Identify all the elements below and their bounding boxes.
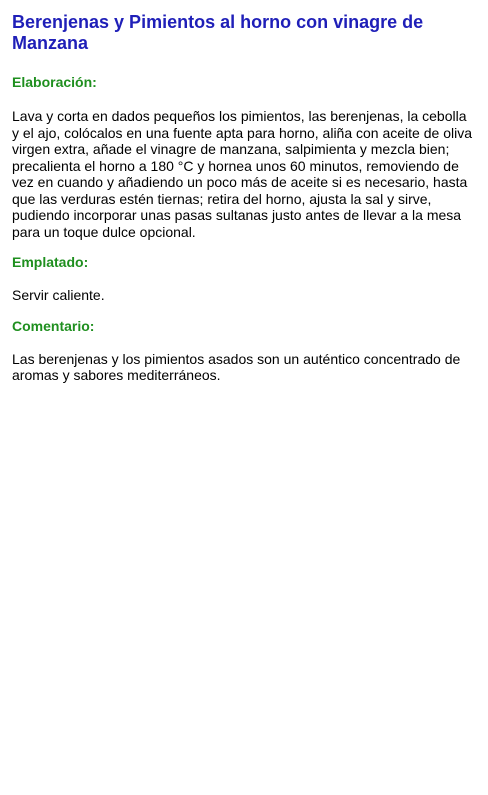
emplatado-heading: Emplatado: bbox=[12, 254, 89, 270]
emplatado-text: Servir caliente. bbox=[12, 287, 105, 303]
recipe-title: Berenjenas y Pimientos al horno con vinagre de Manzana bbox=[12, 12, 424, 53]
elaboracion-heading: Elaboración: bbox=[12, 74, 97, 90]
comentario-heading: Comentario: bbox=[12, 317, 95, 334]
comentario-text: Las berenjenas y los pimientos asados son un auténtico concentrado de aromas y sabores mediterráneos. bbox=[12, 350, 461, 383]
elaboracion-text: Lava y corta en dados pequeños los pimientos, las berenjenas, la cebolla y el ajo, colócalos en una fuente apta para horno, aliña con aceite de oliva virgen extra, añade el vinagre de manzana, salpimienta y mezcla bien; precalienta el horno a 180 °C y hornea unos 60 minutos, removiendo de vez en cuando y añadiendo un poco más de aceite si es necesario, hasta que las verduras estén tiernas; retira del horno, ajusta la sal y sirve, pudiendo incorporar unas pasas sultanas justo antes de llevar a la mesa para un toque dulce opcional. bbox=[12, 108, 472, 240]
